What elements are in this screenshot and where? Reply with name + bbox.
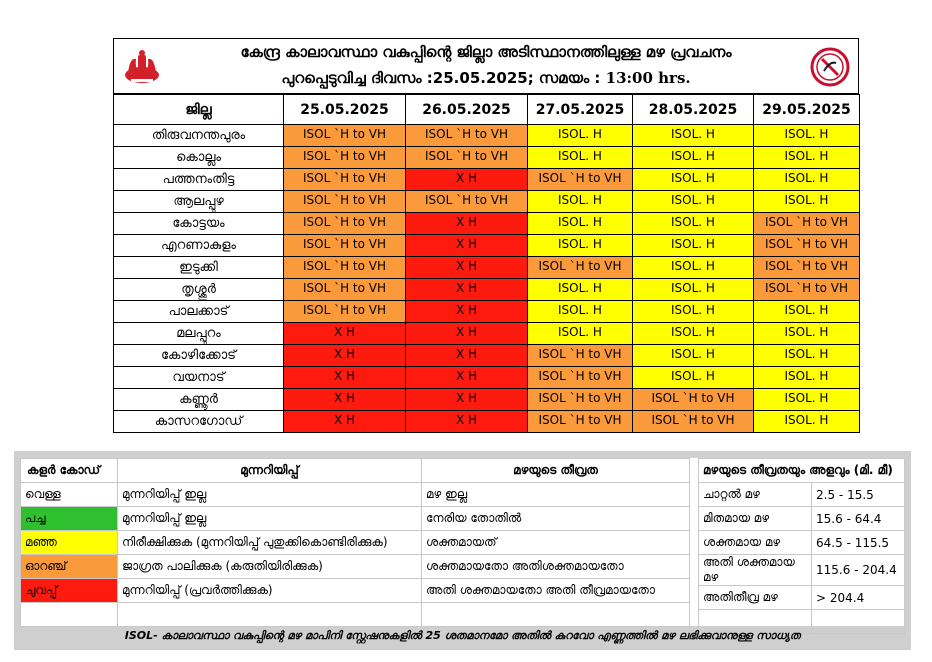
forecast-cell: ISOL. H bbox=[633, 323, 754, 345]
intensity-label: അതി ശക്തമായ മഴ bbox=[699, 555, 812, 586]
legend-header-color: കളർ കോഡ് bbox=[21, 459, 118, 483]
district-name: തൃശ്ശൂർ bbox=[114, 279, 284, 301]
forecast-cell: ISOL. H bbox=[633, 169, 754, 191]
table-row bbox=[114, 279, 860, 301]
intensity-range: 64.5 - 115.5 bbox=[812, 531, 905, 555]
intensity-label: അതിതീവ്ര മഴ bbox=[699, 586, 812, 610]
district-name: കണ്ണൂർ bbox=[114, 389, 284, 411]
forecast-cell: X H bbox=[406, 301, 528, 323]
forecast-cell: ISOL. H bbox=[754, 301, 860, 323]
table-row bbox=[114, 367, 860, 389]
intensity-row bbox=[699, 507, 905, 531]
district-name: എറണാകുളം bbox=[114, 235, 284, 257]
intensity-text: നേരിയ തോതിൽ bbox=[422, 507, 690, 531]
forecast-cell: ISOL `H to VH bbox=[754, 257, 860, 279]
intensity-text: മഴ ഇല്ല bbox=[422, 483, 690, 507]
legend-row bbox=[21, 483, 690, 507]
legend-header-row bbox=[21, 459, 690, 483]
district-name: പാലക്കാട് bbox=[114, 301, 284, 323]
color-code-legend bbox=[20, 458, 690, 627]
isol-footnote: ISOL- കാലാവസ്ഥാ വകുപ്പിന്റെ മഴ മാപിനി സ്റ്റേഷനുകളിൽ 25 ശതമാനമോ അതിൽ കുറവോ എണ്ണത്തിൽ മഴ ലഭിക്കുവാനുള്ള സാധ്യത bbox=[124, 629, 801, 642]
forecast-cell: X H bbox=[406, 411, 528, 433]
table-row bbox=[114, 235, 860, 257]
forecast-cell: ISOL `H to VH bbox=[284, 257, 406, 279]
forecast-cell: ISOL. H bbox=[754, 389, 860, 411]
intensity-label: ചാറ്റൽ മഴ bbox=[699, 483, 812, 507]
legend-inner bbox=[20, 458, 905, 626]
color-code-name: മഞ്ഞ bbox=[21, 531, 118, 555]
legend-empty-cell bbox=[118, 603, 422, 627]
forecast-cell: ISOL `H to VH bbox=[284, 213, 406, 235]
forecast-cell: ISOL `H to VH bbox=[528, 169, 633, 191]
forecast-cell: ISOL `H to VH bbox=[754, 235, 860, 257]
forecast-cell: ISOL. H bbox=[528, 323, 633, 345]
district-column-header: ജില്ല bbox=[114, 95, 284, 125]
header-issued bbox=[114, 69, 858, 87]
forecast-cell: ISOL `H to VH bbox=[284, 169, 406, 191]
table-row bbox=[114, 323, 860, 345]
forecast-cell: X H bbox=[406, 279, 528, 301]
color-code-name: വെള്ള bbox=[21, 483, 118, 507]
table-row bbox=[114, 169, 860, 191]
table-row bbox=[114, 257, 860, 279]
issued-time: 13:00 hrs. bbox=[600, 69, 691, 87]
forecast-cell: X H bbox=[406, 169, 528, 191]
intensity-row bbox=[699, 483, 905, 507]
forecast-cell: ISOL `H to VH bbox=[406, 125, 528, 147]
forecast-cell: ISOL. H bbox=[754, 323, 860, 345]
forecast-cell: X H bbox=[406, 213, 528, 235]
district-name: പത്തനംതിട്ട bbox=[114, 169, 284, 191]
warning-text: മുന്നറിയിപ്പ് ഇല്ല bbox=[118, 507, 422, 531]
forecast-cell: ISOL. H bbox=[754, 345, 860, 367]
forecast-cell: ISOL. H bbox=[633, 125, 754, 147]
date-column-header: 29.05.2025 bbox=[754, 95, 860, 125]
forecast-cell: ISOL `H to VH bbox=[528, 367, 633, 389]
legend-row bbox=[21, 507, 690, 531]
intensity-header: മഴയുടെ തീവ്രതയും അളവും (മി. മീ) bbox=[699, 459, 905, 483]
header-title: കേന്ദ്ര കാലാവസ്ഥാ വകുപ്പിന്റെ ജില്ലാ അടിസ്ഥാനത്തിലുള്ള മഴ പ്രവചനം bbox=[240, 43, 732, 61]
forecast-cell: ISOL `H to VH bbox=[284, 235, 406, 257]
forecast-cell: ISOL `H to VH bbox=[754, 213, 860, 235]
rainfall-intensity-scale bbox=[698, 458, 905, 634]
district-name: കാസറഗോഡ് bbox=[114, 411, 284, 433]
forecast-cell: X H bbox=[284, 345, 406, 367]
forecast-cell: ISOL `H to VH bbox=[633, 411, 754, 433]
district-name: വയനാട് bbox=[114, 367, 284, 389]
district-name: തിരുവനന്തപുരം bbox=[114, 125, 284, 147]
forecast-cell: X H bbox=[284, 323, 406, 345]
table-row bbox=[114, 147, 860, 169]
table-row bbox=[114, 213, 860, 235]
intensity-label: മിതമായ മഴ bbox=[699, 507, 812, 531]
forecast-cell: ISOL. H bbox=[633, 367, 754, 389]
forecast-cell: X H bbox=[284, 389, 406, 411]
intensity-range: 2.5 - 15.5 bbox=[812, 483, 905, 507]
forecast-cell: ISOL `H to VH bbox=[528, 345, 633, 367]
forecast-cell: X H bbox=[406, 323, 528, 345]
district-name: ഇടുക്കി bbox=[114, 257, 284, 279]
date-column-header: 26.05.2025 bbox=[406, 95, 528, 125]
legend-empty-cell bbox=[21, 603, 118, 627]
forecast-cell: ISOL. H bbox=[528, 235, 633, 257]
intensity-range: 115.6 - 204.4 bbox=[812, 555, 905, 586]
table-row bbox=[114, 345, 860, 367]
legend-empty-cell bbox=[422, 603, 690, 627]
intensity-range: > 204.4 bbox=[812, 586, 905, 610]
forecast-cell: ISOL. H bbox=[528, 301, 633, 323]
forecast-cell: ISOL `H to VH bbox=[284, 279, 406, 301]
district-name: കൊല്ലം bbox=[114, 147, 284, 169]
date-column-header: 28.05.2025 bbox=[633, 95, 754, 125]
imd-logo-icon bbox=[810, 47, 850, 87]
color-code-name: പച്ച bbox=[21, 507, 118, 531]
forecast-table bbox=[113, 94, 860, 433]
district-name: കോട്ടയം bbox=[114, 213, 284, 235]
legend-header-intensity: മഴയുടെ തീവ്രത bbox=[422, 459, 690, 483]
intensity-label: ശക്തമായ മഴ bbox=[699, 531, 812, 555]
legend-row bbox=[21, 555, 690, 579]
intensity-header-row bbox=[699, 459, 905, 483]
intensity-text: അതി ശക്തമായതോ അതി തീവ്രമായതോ bbox=[422, 579, 690, 603]
warning-text: ജാഗ്രത പാലിക്കുക (കരുതിയിരിക്കുക) bbox=[118, 555, 422, 579]
warning-text: മുന്നറിയിപ്പ് ഇല്ല bbox=[118, 483, 422, 507]
district-name: കോഴിക്കോട് bbox=[114, 345, 284, 367]
forecast-cell: X H bbox=[284, 367, 406, 389]
forecast-cell: ISOL. H bbox=[528, 125, 633, 147]
forecast-cell: X H bbox=[406, 345, 528, 367]
forecast-cell: ISOL. H bbox=[754, 125, 860, 147]
intensity-row bbox=[699, 531, 905, 555]
legend-empty-row bbox=[21, 603, 690, 627]
forecast-cell: X H bbox=[406, 257, 528, 279]
forecast-cell: X H bbox=[406, 389, 528, 411]
legend-row bbox=[21, 579, 690, 603]
warning-text: മുന്നറിയിപ്പ് (പ്രവർത്തിക്കുക) bbox=[118, 579, 422, 603]
district-name: മലപ്പുറം bbox=[114, 323, 284, 345]
forecast-cell: X H bbox=[406, 367, 528, 389]
table-row bbox=[114, 389, 860, 411]
forecast-cell: ISOL. H bbox=[528, 191, 633, 213]
forecast-cell: ISOL `H to VH bbox=[284, 191, 406, 213]
intensity-row bbox=[699, 555, 905, 586]
forecast-cell: ISOL. H bbox=[633, 191, 754, 213]
forecast-cell: ISOL. H bbox=[754, 411, 860, 433]
forecast-cell: ISOL. H bbox=[528, 213, 633, 235]
forecast-cell: ISOL. H bbox=[633, 213, 754, 235]
table-row bbox=[114, 301, 860, 323]
table-row bbox=[114, 411, 860, 433]
issued-date: പുറപ്പെടുവിച്ച ദിവസം :25.05.2025; സമയം : bbox=[281, 69, 601, 87]
forecast-header bbox=[113, 38, 859, 94]
forecast-cell: ISOL. H bbox=[633, 345, 754, 367]
forecast-cell: ISOL. H bbox=[633, 301, 754, 323]
forecast-cell: ISOL `H to VH bbox=[406, 191, 528, 213]
forecast-cell: ISOL. H bbox=[528, 279, 633, 301]
forecast-cell: ISOL `H to VH bbox=[406, 147, 528, 169]
forecast-cell: ISOL. H bbox=[754, 367, 860, 389]
forecast-cell: ISOL `H to VH bbox=[633, 389, 754, 411]
legend-header-warning: മുന്നറിയിപ്പ് bbox=[118, 459, 422, 483]
intensity-row bbox=[699, 586, 905, 610]
date-column-header: 27.05.2025 bbox=[528, 95, 633, 125]
table-row bbox=[114, 191, 860, 213]
forecast-cell: ISOL `H to VH bbox=[284, 147, 406, 169]
forecast-cell: ISOL. H bbox=[754, 147, 860, 169]
legend-row bbox=[21, 531, 690, 555]
legend-panel bbox=[14, 451, 911, 650]
forecast-cell: ISOL `H to VH bbox=[754, 279, 860, 301]
forecast-cell: X H bbox=[406, 235, 528, 257]
color-code-name: ചുവപ്പ് bbox=[21, 579, 118, 603]
district-name: ആലപ്പുഴ bbox=[114, 191, 284, 213]
table-row bbox=[114, 125, 860, 147]
forecast-cell: X H bbox=[284, 411, 406, 433]
intensity-text: ശക്തമായതോ അതിശക്തമായതോ bbox=[422, 555, 690, 579]
intensity-text: ശക്തമായത് bbox=[422, 531, 690, 555]
forecast-cell: ISOL. H bbox=[633, 279, 754, 301]
forecast-cell: ISOL. H bbox=[528, 147, 633, 169]
color-code-name: ഓറഞ്ച് bbox=[21, 555, 118, 579]
forecast-cell: ISOL `H to VH bbox=[528, 257, 633, 279]
forecast-cell: ISOL. H bbox=[633, 147, 754, 169]
forecast-cell: ISOL `H to VH bbox=[528, 411, 633, 433]
forecast-cell: ISOL. H bbox=[754, 169, 860, 191]
forecast-cell: ISOL `H to VH bbox=[284, 301, 406, 323]
date-column-header: 25.05.2025 bbox=[284, 95, 406, 125]
forecast-cell: ISOL. H bbox=[754, 191, 860, 213]
warning-text: നിരീക്ഷിക്കുക (മുന്നറിയിപ്പ് പുതുക്കികൊണ്ടിരിക്കുക) bbox=[118, 531, 422, 555]
forecast-cell: ISOL. H bbox=[633, 257, 754, 279]
forecast-cell: ISOL `H to VH bbox=[284, 125, 406, 147]
forecast-cell: ISOL. H bbox=[633, 235, 754, 257]
intensity-range: 15.6 - 64.4 bbox=[812, 507, 905, 531]
forecast-header-row bbox=[114, 95, 860, 125]
forecast-cell: ISOL `H to VH bbox=[528, 389, 633, 411]
